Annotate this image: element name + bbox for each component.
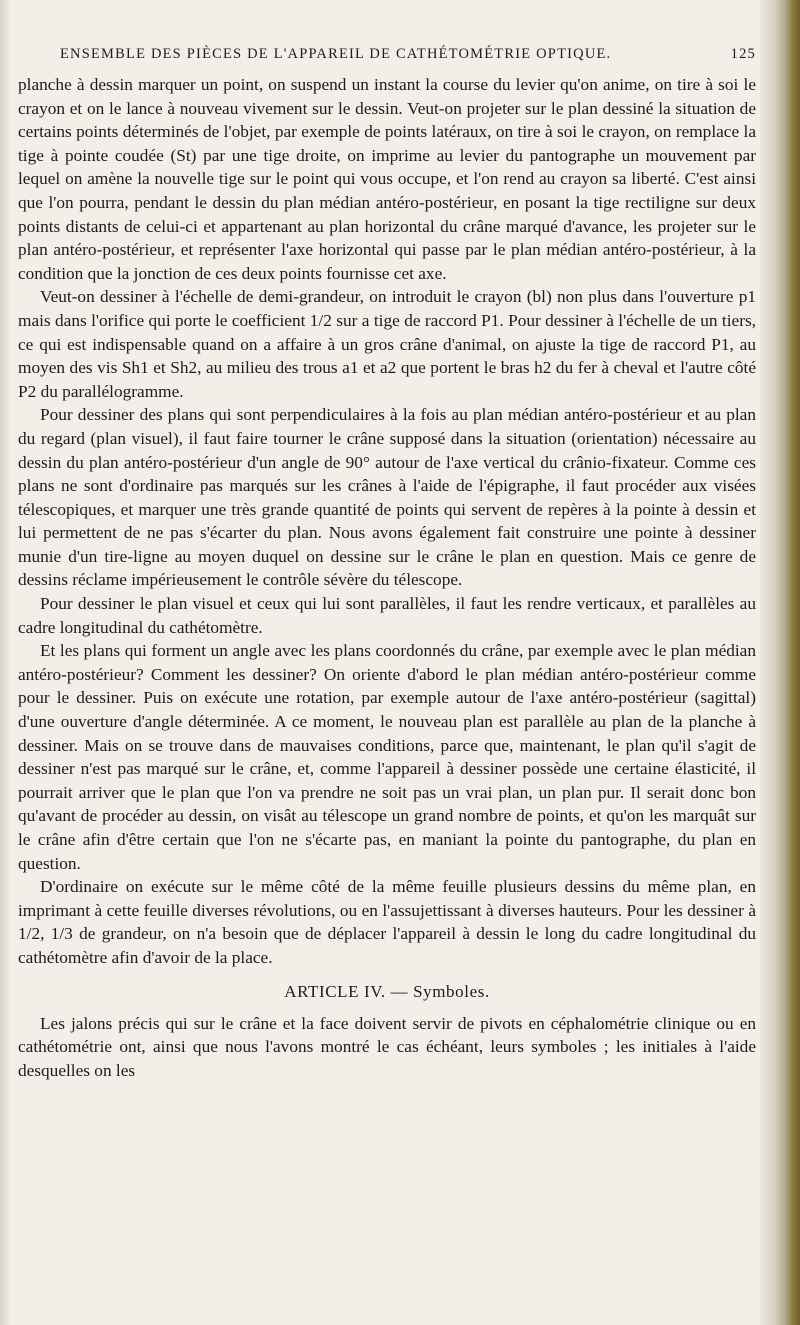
page-fold-shadow	[0, 0, 12, 1325]
paragraph: Veut-on dessiner à l'échelle de demi-grandeur, on introduit le crayon (bl) non plus dans l'ouverture p1 mais dans l'orifice qui porte le coefficient 1/2 sur a tige de raccord P1. Pour dessiner à l'échelle de un tiers, ce qui est indispensable quand on a affaire à un gros crâne d'animal, on ajuste la tige de raccord P1, au moyen des vis Sh1 et Sh2, au milieu des trous a1 et a2 que portent le bras h2 du fer à cheval et l'autre côté P2 du parallélogramme.	[18, 287, 756, 401]
book-page	[18, 46, 756, 1082]
paragraph: Les jalons précis qui sur le crâne et la face doivent servir de pivots en céphalométrie clinique ou en cathétométrie ont, ainsi que nous l'avons montré le cas échéant, leurs symboles ; les initiales à l'aide desquelles on les	[18, 1013, 756, 1080]
page-number: 125	[730, 46, 756, 62]
section-heading: ARTICLE IV. — Symboles.	[284, 981, 490, 1001]
paragraph: Pour dessiner des plans qui sont perpendiculaires à la fois au plan médian antéro-postérieur et au plan du regard (plan visuel), il faut faire tourner le crâne supposé dans la situation (orientation) nécessaire au dessin du plan antéro-postérieur d'un angle de 90° autour de l'axe vertical du crânio-fixateur. Comme ces plans ne sont d'ordinaire pas marqués sur les crânes à l'aide de l'épigraphe, il faut procéder aux visées télescopiques, et marquer une très grande quantité de points qui servent de repères à la pointe à dessin et lui permettent de ne pas s'écarter du plan. Nous avons également fait construire une pointe à dessiner munie d'un tire-ligne au moyen duquel on dessine sur le crâne le plan en question. Mais ce genre de dessins réclame impérieusement le contrôle sévère du télescope.	[18, 405, 756, 590]
paragraph: D'ordinaire on exécute sur le même côté de la même feuille plusieurs dessins du même plan, en imprimant à cette feuille diverses révolutions, ou en l'assujettissant à diverses hauteurs. Pour les dessiner à 1/2, 1/3 de grandeur, on n'a besoin que de déplacer l'appareil à dessin le long du cadre longitudinal du cathétomètre afin d'avoir de la place.	[18, 877, 756, 967]
paragraph: Pour dessiner le plan visuel et ceux qui lui sont parallèles, il faut les rendre verticaux, et parallèles au cadre longitudinal du cathétomètre.	[18, 594, 756, 637]
book-binding-edge	[760, 0, 800, 1325]
page-body	[18, 73, 756, 1082]
paragraph: planche à dessin marquer un point, on suspend un instant la course du levier qu'on anime, on tire à soi le crayon et on le lance à nouveau vivement sur le dessin. Veut-on projeter sur le plan dessiné la situation de certains points déterminés de l'objet, par exemple de points latéraux, on tire à soi le crayon, on remplace la tige à pointe coudée (St) par une tige droite, on imprime au levier du pantographe un mouvement par lequel on amène la nouvelle tige sur le point qui vous occupe, et l'on rend au crayon sa liberté. C'est ainsi que l'on pourra, pendant le dessin du plan médian antéro-postérieur, en posant la tige rectiligne sur deux points distants de celui-ci et appartenant au plan horizontal du crâne marqué d'avance, les projeter sur le plan antéro-postérieur, et représenter l'axe horizontal qui passe par le plan médian antéro-postérieur, à la condition que la jonction de ces deux points fournisse cet axe.	[18, 75, 756, 283]
paragraph: Et les plans qui forment un angle avec les plans coordonnés du crâne, par exemple avec le plan médian antéro-postérieur? Comment les dessiner? On oriente d'abord le plan médian antéro-postérieur comme pour le dessiner. Puis on exécute une rotation, par exemple autour de l'axe antéro-postérieur (sagittal) d'une ouverture d'angle déterminée. A ce moment, le nouveau plan est parallèle au plan de la planche à dessiner. Mais on se trouve dans de mauvaises conditions, parce que, maintenant, le plan qu'il s'agit de dessiner n'est pas marqué sur le crâne, et, comme l'appareil à dessiner possède une certaine élasticité, il pourrait arriver que le plan que l'on va prendre ne soit pas un vrai plan, un plan pur. Il serait donc bon qu'avant de procéder au dessin, on visât au télescope un grand nombre de points, et qu'on les marquât sur le crâne afin d'être certain que l'on ne s'écarte pas, en maniant la pointe du pantographe, du plan en question.	[18, 641, 756, 873]
running-head-title: ENSEMBLE DES PIÈCES DE L'APPAREIL DE CATHÉTOMÉTRIE OPTIQUE.	[60, 46, 612, 62]
running-head	[60, 46, 756, 63]
